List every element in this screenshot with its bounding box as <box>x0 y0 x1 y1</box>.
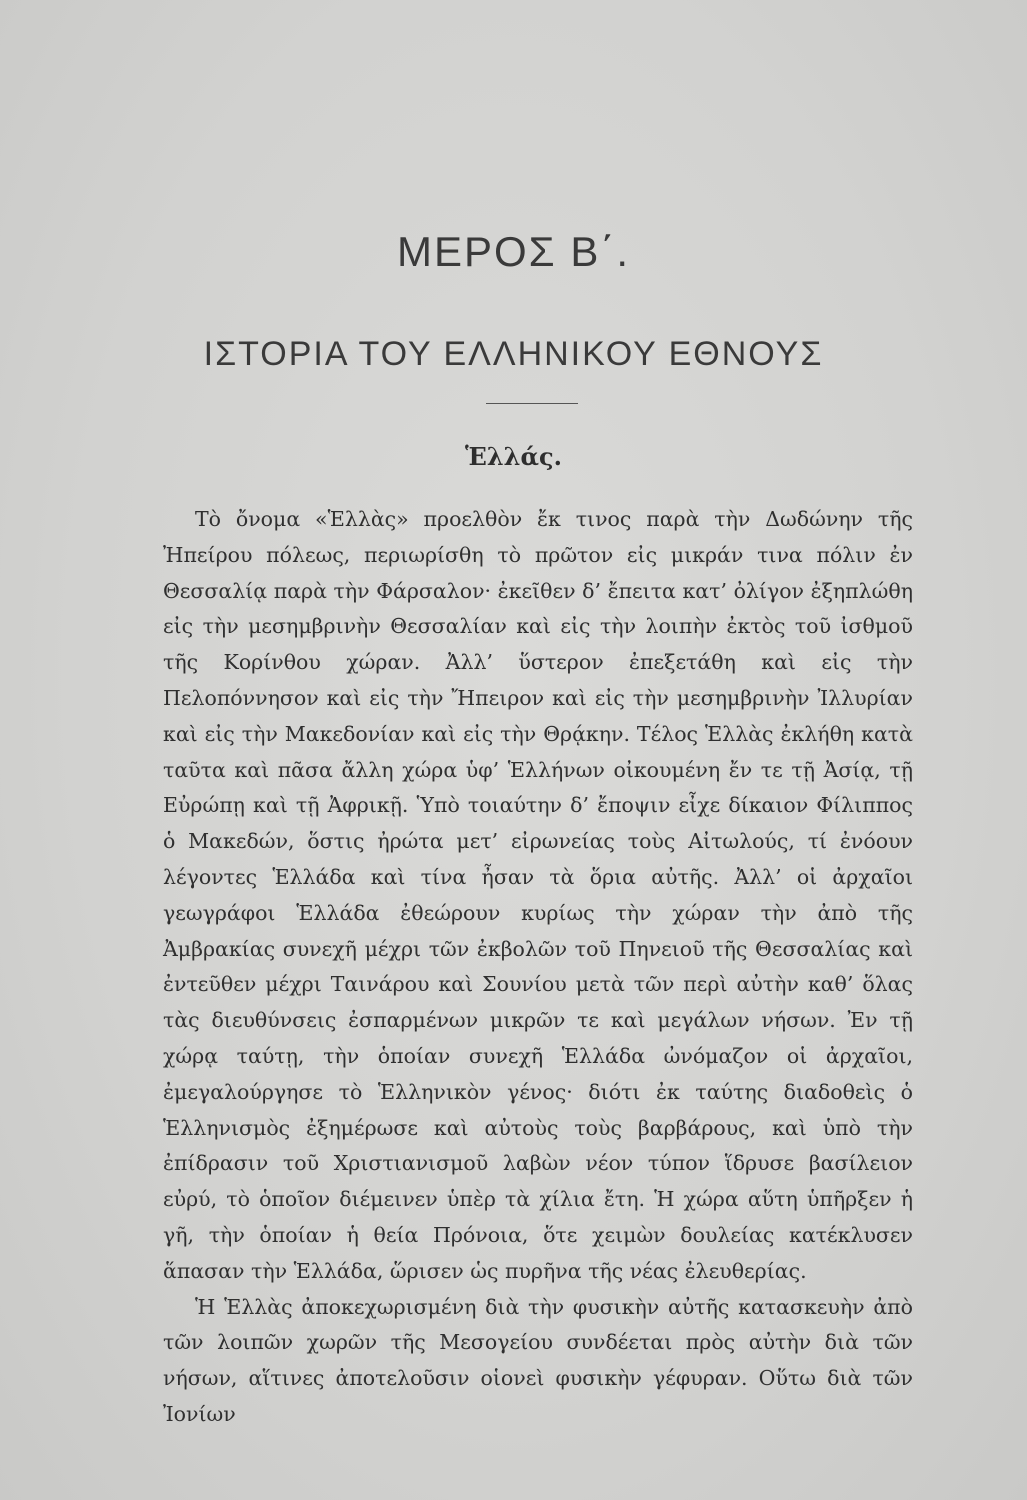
part-title: ΜΕΡΟΣ Β΄. <box>397 228 630 275</box>
title-divider <box>486 403 578 404</box>
paragraph: Ἡ Ἑλλὰς ἀποκεχωρισμένη διὰ τὴν φυσικὴν αὐτῆς κατασκευὴν ἀπὸ τῶν λοιπῶν χωρῶν τῆς Μεσογείου συνδέεται πρὸς αὐτὴν διὰ τῶν νήσων, αἵτινες ἀποτελοῦσιν οἱονεὶ φυσικὴν γέφυραν. Οὕτω διὰ τῶν Ἰονίων <box>163 1294 913 1426</box>
main-title: ΙΣΤΟΡΙΑ ΤΟΥ ΕΛΛΗΝΙΚΟΥ ΕΘΝΟΥΣ <box>203 335 824 373</box>
paragraph: Τὸ ὄνομα «Ἑλλὰς» προελθὸν ἔκ τινος παρὰ τὴν Δωδώνην τῆς Ἠπείρου πόλεως, περιωρίσθη τὸ πρῶτον εἰς μικράν τινα πόλιν ἐν Θεσσαλίᾳ παρὰ τὴν Φάρσαλον· ἐκεῖθεν δ’ ἔπειτα κατ’ ὀλίγον ἐξηπλώθη εἰς τὴν μεσημβρινὴν Θεσσαλίαν καὶ εἰς τὴν λοιπὴν ἐκτὸς τοῦ ἰσθμοῦ τῆς Κορίνθου χώραν. Ἀλλ’ ὕστερον ἐπεξετάθη καὶ εἰς τὴν Πελοπόννησον καὶ εἰς τὴν Ἤπειρον καὶ εἰς τὴν μεσημβρινὴν Ἰλλυρίαν καὶ εἰς τὴν Μακεδονίαν καὶ εἰς τὴν Θρᾴκην. Τέλος Ἑλλὰς ἐκλήθη κατὰ ταῦτα καὶ πᾶσα ἄλλη χώρα ὑφ’ Ἑλλήνων οἰκουμένη ἔν τε τῇ Ἀσίᾳ, τῇ Εὐρώπῃ καὶ τῇ Ἀφρικῇ. Ὑπὸ τοιαύτην δ’ ἔποψιν εἶχε δίκαιον Φίλιππος ὁ Μακεδών, ὅστις ἠρώτα μετ’ εἰρωνείας τοὺς Αἰτωλούς, τί ἐνόουν λέγοντες Ἑλλάδα καὶ τίνα ἦσαν τὰ ὅρια αὐτῆς. Ἀλλ’ οἱ ἀρχαῖοι γεωγράφοι Ἑλλάδα ἐθεώρουν κυρίως τὴν χώραν τὴν ἀπὸ τῆς Ἀμβρακίας συνεχῆ μέχρι τῶν ἐκβολῶν τοῦ Πηνειοῦ τῆς Θεσσαλίας καὶ ἐντεῦθεν μέχρι Ταινάρου καὶ Σουνίου μετὰ τῶν περὶ αὐτὴν καθ’ ὅλας τὰς διευθύνσεις ἐσπαρμένων μικρῶν τε καὶ μεγάλων νήσων. Ἐν τῇ χώρᾳ ταύτῃ, τὴν ὁποίαν συνεχῆ Ἑλλάδα ὠνόμαζον οἱ ἀρχαῖοι, ἐμεγαλούργησε τὸ Ἑλληνικὸν γένος· διότι ἐκ ταύτης διαδοθεὶς ὁ Ἑλληνισμὸς ἐξημέρωσε καὶ αὐτοὺς τοὺς βαρβάρους, καὶ ὑπὸ τὴν ἐπίδρασιν τοῦ Χριστιανισμοῦ λαβὼν νέον τύπον ἵδρυσε βασίλειον εὐρύ, τὸ ὁποῖον διέμεινεν ὑπὲρ τὰ χίλια ἔτη. Ἡ χώρα αὕτη ὑπῆρξεν ἡ γῆ, τὴν ὁποίαν ἡ θεία Πρόνοια, ὅτε χειμὼν δουλείας κατέκλυσεν ἅπασαν τὴν Ἑλλάδα, ὥρισεν ὡς πυρῆνα τῆς νέας ἐλευθερίας. <box>163 507 913 1283</box>
section-heading: Ἑλλάς. <box>465 442 562 471</box>
body-text <box>163 502 913 1433</box>
